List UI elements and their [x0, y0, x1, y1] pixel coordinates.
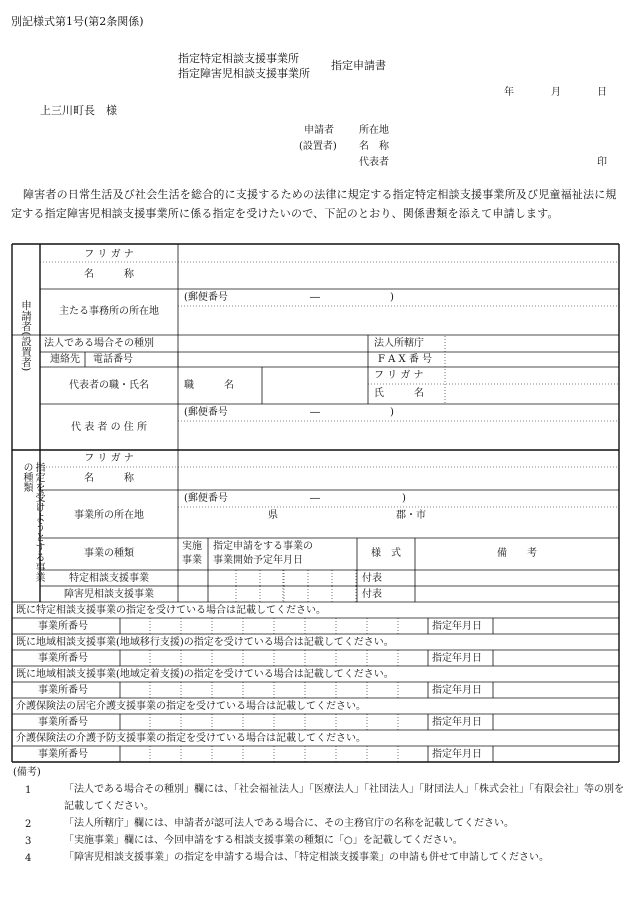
prior-3-office-no: 事業所番号: [38, 685, 88, 696]
contact-label: 連絡先: [50, 354, 80, 365]
person-name-label: 氏 名: [374, 388, 424, 399]
note-2-num: 2: [25, 819, 32, 830]
phone-label: 電話番号: [93, 354, 133, 365]
prior-2-office-no: 事業所番号: [38, 653, 88, 664]
main-office-label: 主たる事務所の所在地: [59, 306, 159, 317]
title-field-label: 職 名: [184, 380, 234, 391]
biz-row-2-name: 障害児相談支援事業: [64, 589, 154, 600]
note-4-num: 4: [25, 853, 32, 864]
title-line-2: 指定障害児相談支援事業所: [178, 67, 310, 80]
seal-mark: 印: [597, 157, 607, 168]
district-label: 郡・市: [396, 510, 426, 521]
implement-header-1: 実施: [182, 541, 202, 552]
rep-address-label: 代 表 者 の 住 所: [71, 422, 147, 433]
format-header: 様 式: [371, 548, 401, 559]
fax-label: F A X 番 号: [378, 354, 432, 365]
implement-header-2: 事業: [182, 555, 202, 566]
prior-4-date: 指定年月日: [432, 717, 482, 728]
prior-1-date: 指定年月日: [432, 621, 482, 632]
notes-heading: (備考): [13, 767, 41, 778]
corp-office-label: 法人所轄庁: [374, 338, 424, 349]
applicant-postal-close: ): [390, 292, 394, 303]
note-2-text: 「法人所轄庁」欄には、申請者が認可法人である場合に、その主務官庁の名称を記載してください。: [64, 818, 514, 829]
rep-label: 代表者: [359, 157, 389, 168]
prior-2-question: 既に地域相談支援事業(地域移行支援)の指定を受けている場合は記載してください。: [16, 637, 394, 648]
remarks-header: 備 考: [497, 548, 537, 559]
rep-postal-label: (郵便番号: [184, 407, 228, 418]
applicant-side-label: 申請者(設置者): [20, 300, 32, 372]
applicant-name-label: 名 称: [84, 269, 134, 280]
name-label: 名 称: [359, 141, 389, 152]
rep-furigana-label: フ リ ガ ナ: [374, 370, 424, 381]
date-year: 年: [504, 87, 514, 98]
prior-4-question: 介護保険法の居宅介護支援事業の指定を受けている場合は記載してください。: [16, 701, 366, 712]
office-postal-label: (郵便番号: [184, 493, 228, 504]
form-number: 別記様式第1号(第2条関係): [11, 15, 144, 28]
rep-name-label: 代表者の職・氏名: [69, 380, 149, 391]
date-month: 月: [551, 87, 561, 98]
title-suffix: 指定申請書: [331, 59, 386, 72]
applicant-postal-label: (郵便番号: [184, 292, 228, 303]
note-3-num: 3: [25, 836, 32, 847]
note-1-text: 「法人である場合その種別」欄には、「社会福祉法人」「医療法人」「社団法人」「財団法人」「株式会社」「有限会社」等の別を記載してください。: [64, 784, 624, 812]
prior-5-office-no: 事業所番号: [38, 749, 88, 760]
applicant-furigana-label: フ リ ガ ナ: [84, 249, 134, 260]
start-date-header-2: 事業開始予定年月日: [213, 555, 303, 566]
applicant-label: 申請者: [304, 125, 334, 136]
note-3-text: 「実施事業」欄には、今回申請をする相談支援事業の種類に「○」を記載してください。: [64, 835, 463, 846]
biz-row-1-name: 特定相談支援事業: [69, 573, 149, 584]
founder-label: (設置者): [299, 141, 337, 152]
note-1-num: 1: [25, 785, 32, 796]
start-date-header-1: 指定申請をする事業の: [213, 541, 313, 552]
prior-5-date: 指定年月日: [432, 749, 482, 760]
prefecture-label: 県: [268, 510, 278, 521]
office-name-label: 名 称: [84, 473, 134, 484]
corp-type-label: 法人である場合その種別: [44, 338, 154, 349]
prior-3-question: 既に地域相談支援事業(地域定着支援)の指定を受けている場合は記載してください。: [16, 669, 394, 680]
prior-1-question: 既に特定相談支援事業の指定を受けている場合は記載してください。: [16, 605, 326, 616]
prior-2-date: 指定年月日: [432, 653, 482, 664]
date-day: 日: [597, 87, 607, 98]
rep-postal-close: ): [390, 407, 394, 418]
biz-row-1-format: 付表: [362, 573, 382, 584]
note-4-text: 「障害児相談支援事業」の指定を申請する場合は、「特定相談支援事業」の申請も併せて申請してください。: [64, 852, 549, 863]
applicant-postal-dash: ―: [310, 292, 320, 303]
title-line-1: 指定特定相談支援事業所: [178, 52, 299, 65]
address-label: 所在地: [359, 125, 389, 136]
prior-1-office-no: 事業所番号: [38, 621, 88, 632]
rep-postal-dash: ―: [310, 407, 320, 418]
prior-5-question: 介護保険法の介護予防支援事業の指定を受けている場合は記載してください。: [16, 733, 366, 744]
biz-type-header: 事業の種類: [84, 548, 134, 559]
prior-3-date: 指定年月日: [432, 685, 482, 696]
intro-paragraph: 障害者の日常生活及び社会生活を総合的に支援するための法律に規定する指定特定相談支援事業所及び児童福祉法に規定する指定障害児相談支援事業所に係る指定を受けたいので、下記のとおり、関係書類を添えて申請します。: [11, 188, 617, 220]
office-postal-dash: ―: [310, 493, 320, 504]
addressee: 上三川町長 様: [40, 104, 117, 117]
office-location-label: 事業所の所在地: [74, 510, 144, 521]
office-furigana-label: フ リ ガ ナ: [84, 453, 134, 464]
office-postal-close: ): [402, 493, 406, 504]
biz-row-2-format: 付表: [362, 589, 382, 600]
office-side-label: 指定を受けようとする事業の種類: [21, 462, 44, 582]
prior-4-office-no: 事業所番号: [38, 717, 88, 728]
